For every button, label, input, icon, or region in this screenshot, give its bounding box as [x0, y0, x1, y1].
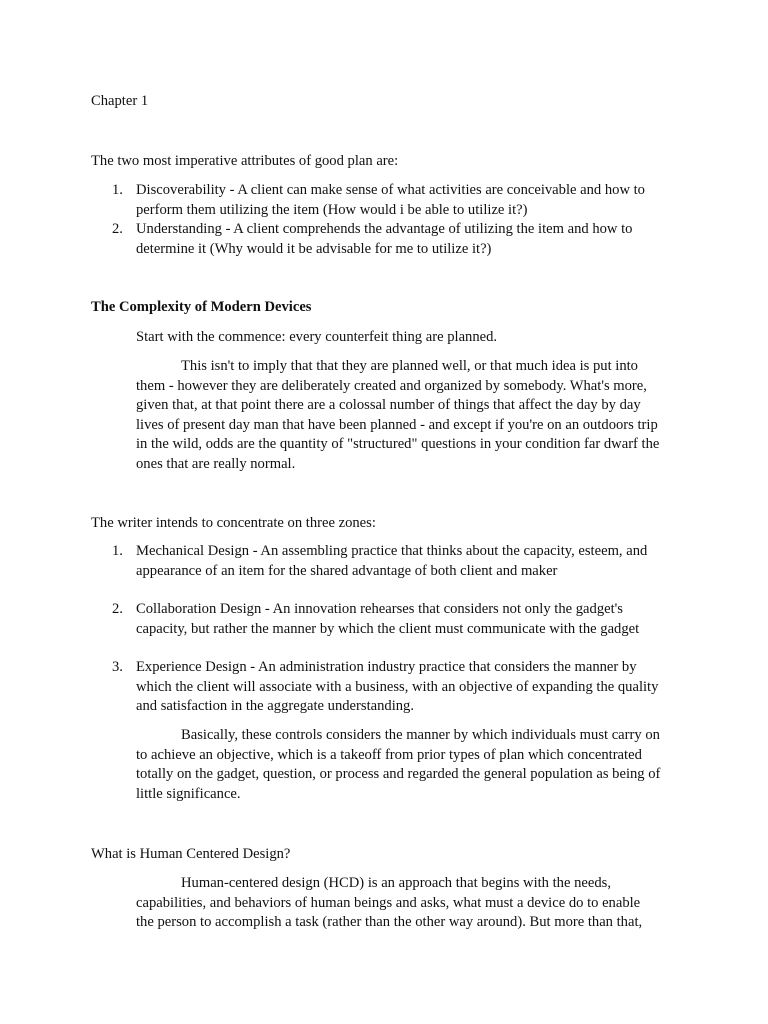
paragraph-line: ones that are really normal.	[136, 455, 296, 472]
section-lead: Start with the commence: every counterfeit thing are planned.	[136, 329, 498, 345]
zones-intro: The writer intends to concentrate on three zones:	[91, 515, 376, 531]
list-text: perform them utilizing the item (How would i be able to utilize it?)	[136, 202, 528, 218]
hcd-heading: What is Human Centered Design?	[91, 846, 291, 862]
list-number: 3.	[112, 659, 123, 675]
list-text: determine it (Why would it be advisable for me to utilize it?)	[136, 241, 492, 257]
list-number: 1.	[112, 182, 123, 198]
list-text: Understanding - A client comprehends the advantage of utilizing the item and how to	[136, 221, 633, 237]
chapter-heading: Chapter 1	[91, 93, 149, 109]
list-number: 1.	[112, 543, 123, 559]
paragraph-line: them - however they are deliberately created and organized by somebody. What's more,	[136, 377, 647, 394]
paragraph-line: Human-centered design (HCD) is an approach that begins with the needs,	[181, 875, 611, 891]
paragraph-line: lives of present day man that have been planned - and except if you're on an outdoors trip	[136, 416, 658, 433]
list-text: Discoverability - A client can make sense of what activities are conceivable and how to	[136, 182, 645, 198]
paragraph-line: in the wild, odds are the quantity of "structured" questions in your condition far dwarf the	[136, 436, 660, 452]
list-text: Collaboration Design - An innovation rehearses that considers not only the gadget's	[136, 601, 623, 617]
paragraph-line: given that, at that point there are a colossal number of things that affect the day by day	[136, 397, 641, 413]
list-text: Mechanical Design - An assembling practice that thinks about the capacity, esteem, and	[136, 543, 648, 559]
list-text: Experience Design - An administration industry practice that considers the manner by	[136, 659, 637, 675]
list-number: 2.	[112, 601, 123, 617]
paragraph-line: the person to accomplish a task (rather than the other way around). But more than that,	[136, 914, 643, 930]
paragraph-line: This isn't to imply that that they are planned well, or that much idea is put into	[181, 358, 638, 374]
paragraph-line: to achieve an objective, which is a takeoff from prior types of plan which concentrated	[136, 746, 642, 763]
paragraph-line: totally on the gadget, question, or process and regarded the general population as being of	[136, 766, 661, 782]
intro-text: The two most imperative attributes of good plan are:	[91, 153, 399, 169]
hcd-paragraph	[136, 874, 681, 933]
list-text: which the client will associate with a business, with an objective of expanding the quality	[136, 679, 659, 695]
section-heading: The Complexity of Modern Devices	[91, 299, 312, 315]
zones-summary	[136, 726, 681, 804]
list-text: and satisfaction in the aggregate understanding.	[136, 698, 415, 714]
list-number: 2.	[112, 221, 123, 237]
section-paragraph	[136, 357, 681, 474]
paragraph-line: capabilities, and behaviors of human beings and asks, what must a device do to enable	[136, 894, 641, 911]
paragraph-line: Basically, these controls considers the manner by which individuals must carry on	[181, 727, 660, 743]
list-text: appearance of an item for the shared advantage of both client and maker	[136, 563, 558, 579]
list-text: capacity, but rather the manner by which the client must communicate with the gadget	[136, 621, 640, 637]
paragraph-line: little significance.	[136, 785, 241, 802]
